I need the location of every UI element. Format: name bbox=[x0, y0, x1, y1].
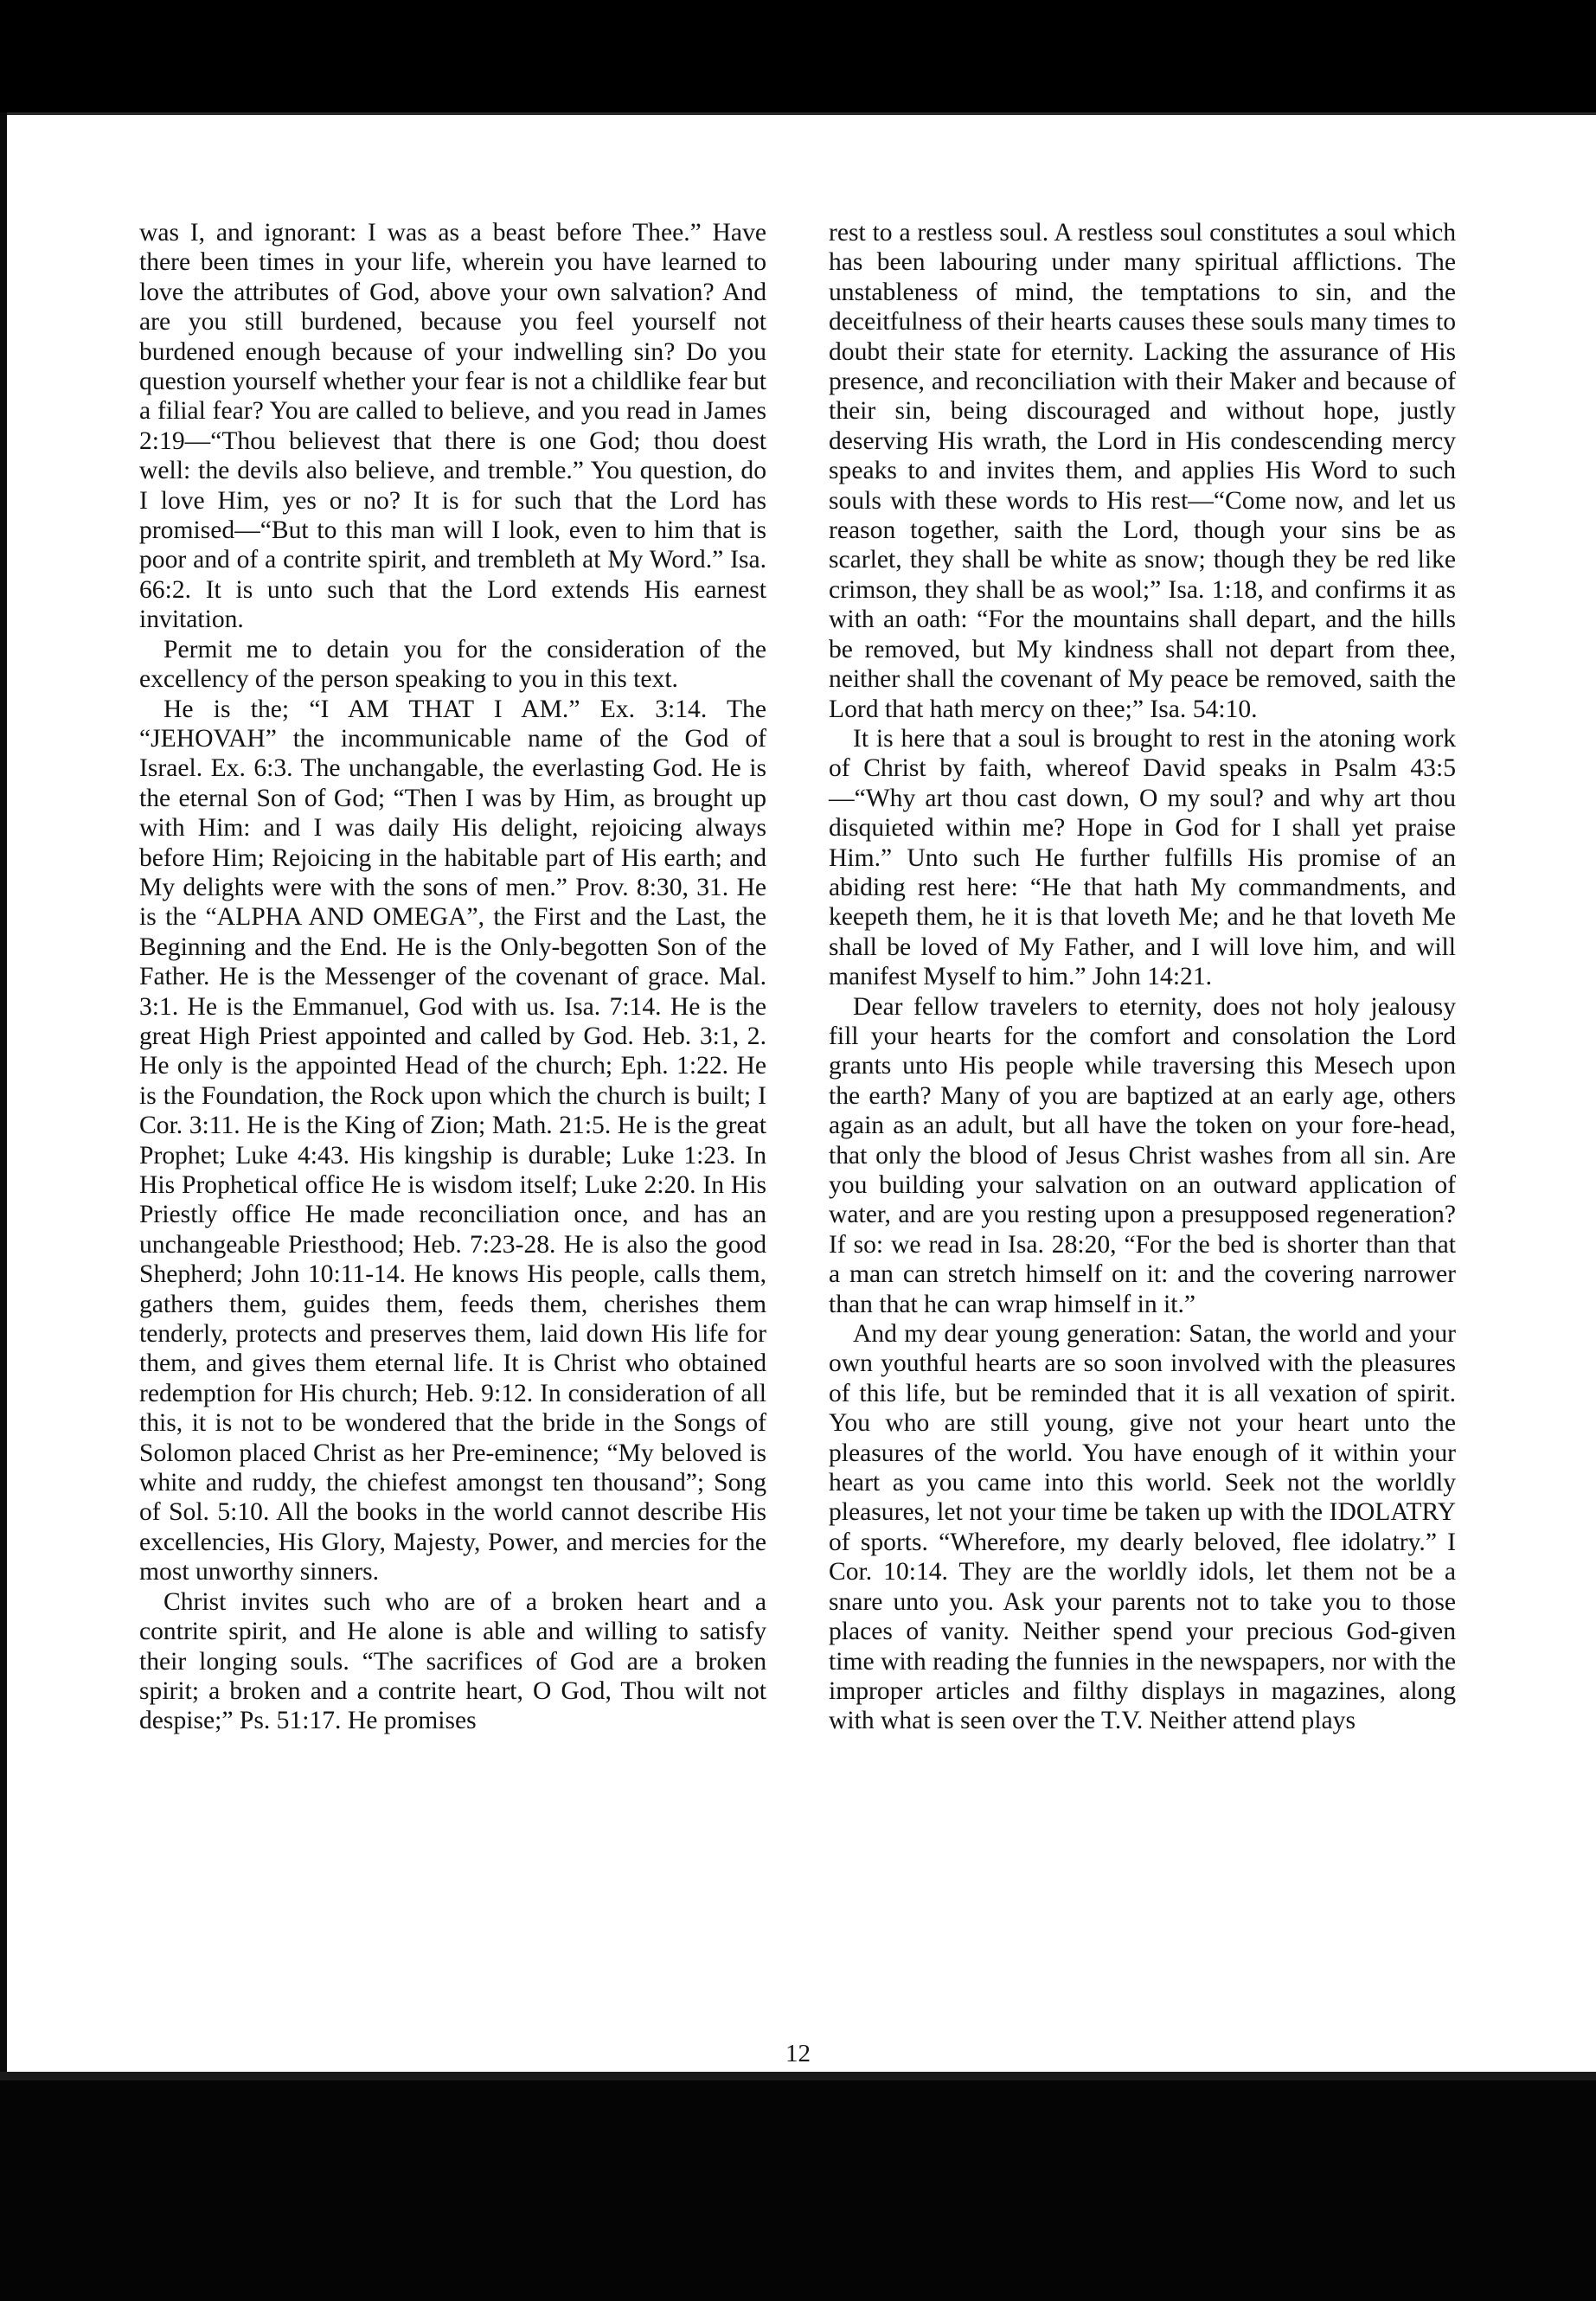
scanned-page bbox=[0, 112, 1596, 2184]
page-bottom-edge bbox=[0, 2072, 1596, 2080]
right-text-column bbox=[829, 218, 1456, 1736]
page-left-edge bbox=[0, 112, 7, 2184]
page-top-edge bbox=[0, 112, 1596, 115]
paragraph: rest to a restless soul. A restless soul constitutes a soul which has been labouring under many spiritual afflictions. The unstableness of mind, the temptations to sin, and the deceitfulness of their hearts causes these souls many times to doubt their state for eternity. Lacking the assurance of His presence, and reconciliation with their Maker and because of their sin, being discouraged and without hope, justly deserving His wrath, the Lord in His condescending mercy speaks to and invites them, and applies His Word to such souls with these words to His rest—“Come now, and let us reason together, saith the Lord, though your sins be as scarlet, they shall be white as snow; though they be red like crimson, they shall be as wool;” Isa. 1:18, and confirms it as with an oath: “For the mountains shall depart, and the hills be removed, but My kindness shall not depart from thee, neither shall the covenant of My peace be removed, saith the Lord that hath mercy on thee;” Isa. 54:10. bbox=[829, 219, 1456, 723]
paragraph: Christ invites such who are of a broken heart and a contrite spirit, and He alone is able and willing to satisfy their longing souls. “The sacrifices of God are a broken spirit; a broken and a contrite heart, O God, Thou wilt not despise;” Ps. 51:17. He promises bbox=[139, 1587, 766, 1735]
paragraph: And my dear young generation: Satan, the world and your own youthful hearts are so soon involved with the pleasures of this life, but be reminded that it is all vexation of spirit. You who are still young, give not your heart unto the pleasures of the world. You have enough of it within your heart as you came into this world. Seek not the worldly pleasures, let not your time be taken up with the IDOLATRY of sports. “Wherefore, my dearly beloved, flee idolatry.” I Cor. 10:14. They are the worldly idols, let them not be a snare unto you. Ask your parents not to take you to those places of vanity. Neither spend your precious God-given time with reading the funnies in the newspapers, nor with the improper articles and filthy displays in magazines, along with what is seen over the T.V. Neither attend plays bbox=[829, 1320, 1456, 1735]
scan-bottom-border bbox=[0, 2072, 1596, 2301]
paragraph: It is here that a soul is brought to rest in the atoning work of Christ by faith, whereof David speaks in Psalm 43:5—“Why art thou cast down, O my soul? and why art thou disquieted within me? Hope in God for I shall yet praise Him.” Unto such He further fulfills His promise of an abiding rest here: “He that hath My commandments, and keepeth them, he it is that loveth Me; and he that loveth Me shall be loved of My Father, and I will love him, and will manifest Myself to him.” John 14:21. bbox=[829, 724, 1456, 991]
left-text-column bbox=[139, 218, 766, 1736]
paragraph: He is the; “I AM THAT I AM.” Ex. 3:14. The “JEHOVAH” the incommunicable name of the God of Israel. Ex. 6:3. The unchangable, the everlasting God. He is the eternal Son of God; “Then I was by Him, as brought up with Him: and I was daily His delight, rejoicing always before Him; Rejoicing in the habitable part of His earth; and My delights were with the sons of men.” Prov. 8:30, 31. He is the “ALPHA AND OMEGA”, the First and the Last, the Beginning and the End. He is the Only-begotten Son of the Father. He is the Messenger of the covenant of grace. Mal. 3:1. He is the Emmanuel, God with us. Isa. 7:14. He is the great High Priest appointed and called by God. Heb. 3:1, 2. He only is the appointed Head of the church; Eph. 1:22. He is the Foundation, the Rock upon which the church is built; I Cor. 3:11. He is the King of Zion; Math. 21:5. He is the great Prophet; Luke 4:43. His kingship is durable; Luke 1:23. In His Prophetical office He is wisdom itself; Luke 2:20. In His Priestly office He made reconciliation once, and has an unchangeable Priesthood; Heb. 7:23-28. He is also the good Shepherd; John 10:11-14. He knows His people, calls them, gathers them, guides them, feeds them, cherishes them tenderly, protects and preserves them, laid down His life for them, and gives them eternal life. It is Christ who obtained redemption for His church; Heb. 9:12. In consideration of all this, it is not to be wondered that the bride in the Songs of Solomon placed Christ as her Pre-eminence; “My beloved is white and ruddy, the chiefest amongst ten thousand”; Song of Sol. 5:10. All the books in the world cannot describe His excellencies, His Glory, Majesty, Power, and mercies for the most unworthy sinners. bbox=[139, 695, 766, 1586]
page-number: 12 bbox=[785, 2040, 811, 2067]
paragraph: Dear fellow travelers to eternity, does not holy jealousy fill your hearts for the comfort and consolation the Lord grants unto His people while traversing this Mesech upon the earth? Many of you are baptized at an early age, others again as an adult, but all have the token on your fore-head, that only the blood of Jesus Christ washes from all sin. Are you building your salvation on an outward application of water, and are you resting upon a presupposed regeneration? If so: we read in Isa. 28:20, “For the bed is shorter than that a man can stretch himself on it: and the covering narrower than that he can wrap himself in it.” bbox=[829, 992, 1456, 1318]
paragraph: was I, and ignorant: I was as a beast before Thee.” Have there been times in your life, wherein you have learned to love the attributes of God, above your own salvation? And are you still burdened, because you feel yourself not burdened enough because of your indwelling sin? Do you question yourself whether your fear is not a childlike fear but a filial fear? You are called to believe, and you read in James 2:19—“Thou believest that there is one God; thou doest well: the devils also believe, and tremble.” You question, do I love Him, yes or no? It is for such that the Lord has promised—“But to this man will I look, even to him that is poor and of a contrite spirit, and trembleth at My Word.” Isa. 66:2. It is unto such that the Lord extends His earnest invitation. bbox=[139, 219, 766, 634]
paragraph: Permit me to detain you for the consideration of the excellency of the person speaking to you in this text. bbox=[139, 635, 766, 694]
